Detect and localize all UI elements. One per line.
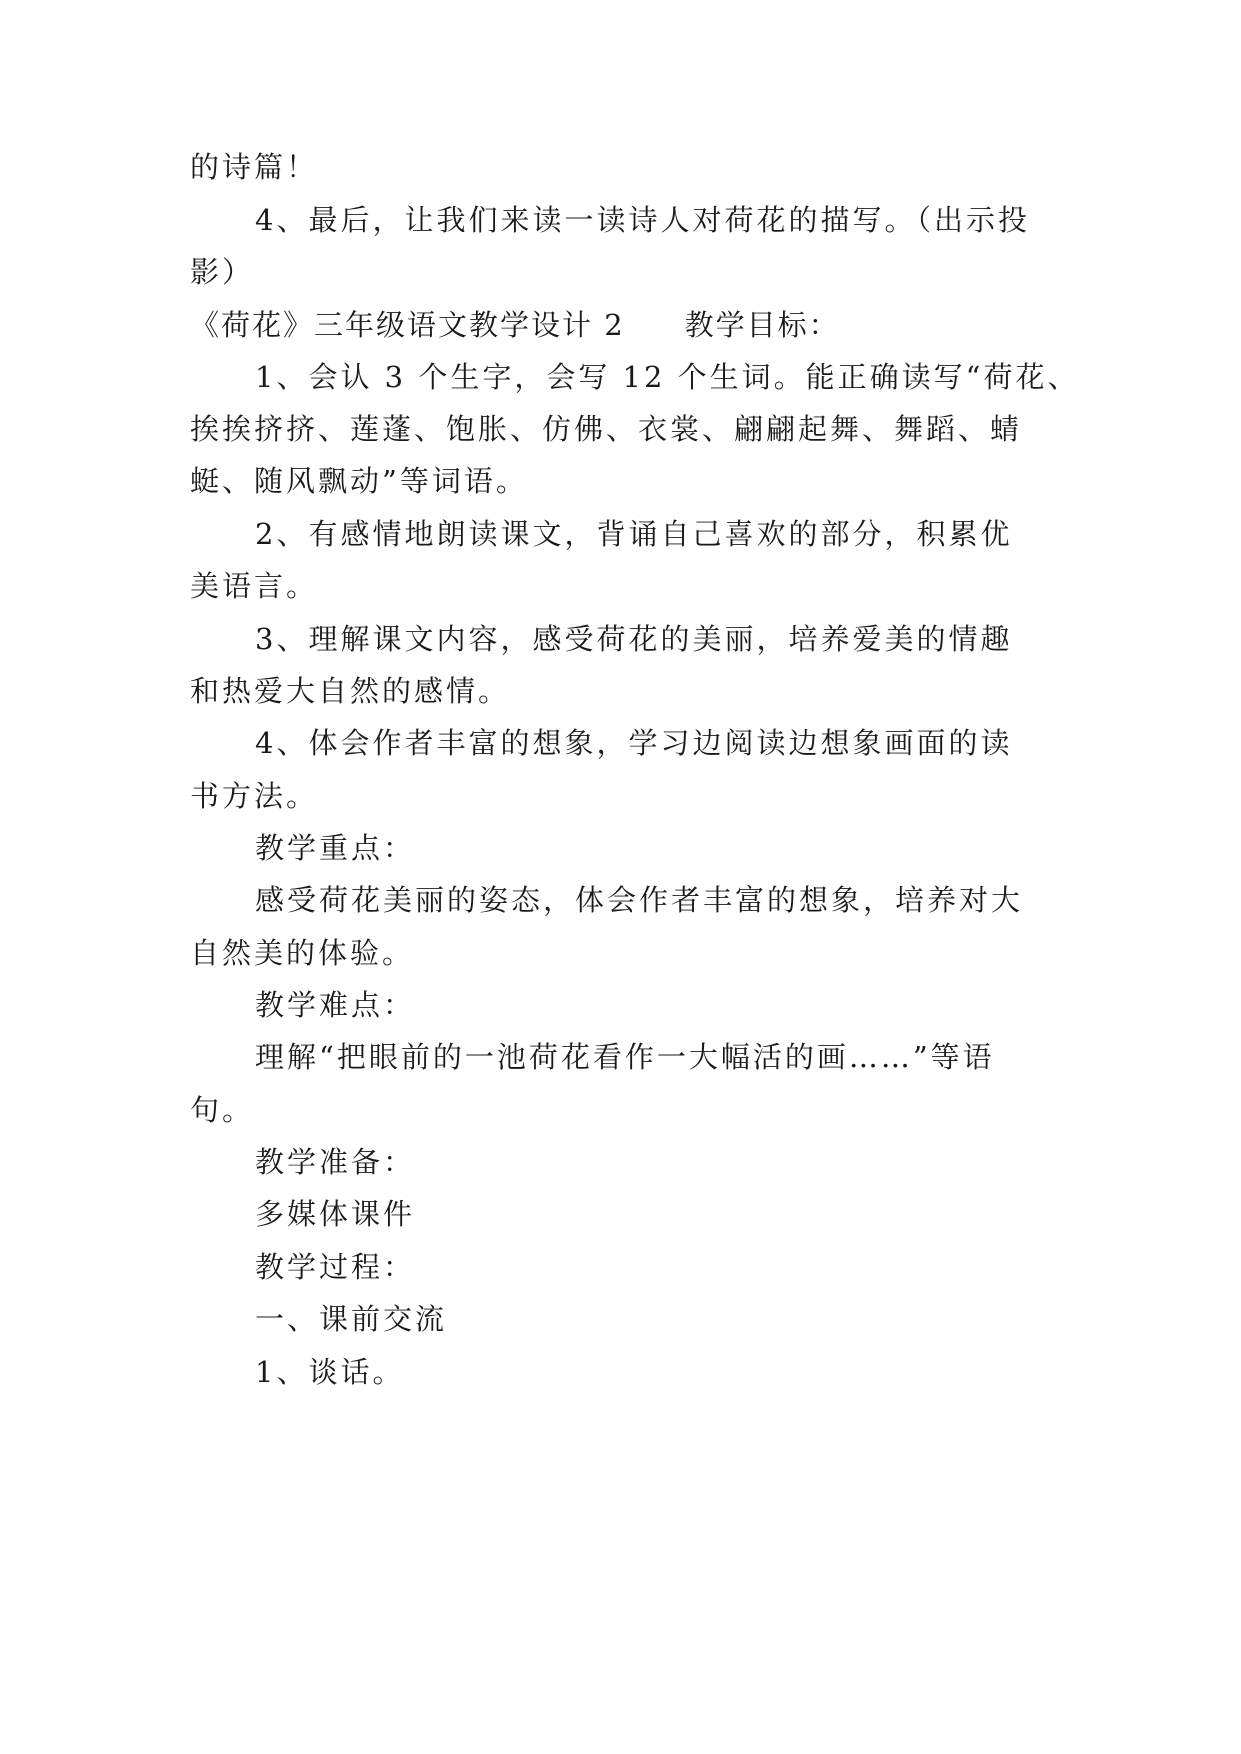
text-line: 2、有感情地朗读课文，背诵自己喜欢的部分，积累优 — [255, 517, 1013, 551]
text-line: 3、理解课文内容，感受荷花的美丽，培养爱美的情趣 — [255, 622, 1013, 656]
text-line: 自然美的体验。 — [190, 936, 415, 970]
text-line: 书方法。 — [190, 779, 319, 813]
text-line: 美语言。 — [190, 569, 319, 603]
text-line: 感受荷花美丽的姿态，体会作者丰富的想象，培养对大 — [255, 883, 1024, 917]
text-line: 多媒体课件 — [255, 1197, 416, 1231]
text-line: 的诗篇！ — [190, 150, 319, 184]
document-title: 《荷花》三年级语文教学设计 2 — [190, 308, 625, 342]
text-line: 4、体会作者丰富的想象，学习边阅读边想象画面的读 — [255, 726, 1013, 760]
text-line: 挨挨挤挤、莲蓬、饱胀、仿佛、衣裳、翩翩起舞、舞蹈、蜻 — [190, 412, 1023, 446]
section-heading: 教学重点： — [255, 831, 416, 865]
text-line: 理解“把眼前的一池荷花看作一大幅活的画……”等语 — [255, 1040, 995, 1074]
section-title — [190, 305, 1060, 345]
text-line: 1、谈话。 — [255, 1355, 405, 1389]
section-heading: 教学过程： — [255, 1250, 416, 1284]
text-line: 和热爱大自然的感情。 — [190, 674, 511, 708]
text-line: 句。 — [190, 1093, 255, 1127]
text-line: 影） — [190, 255, 255, 289]
section-heading: 教学难点： — [255, 988, 416, 1022]
section-heading: 教学目标： — [684, 308, 840, 342]
section-heading: 教学准备： — [255, 1145, 416, 1179]
text-line: 一、课前交流 — [255, 1302, 448, 1336]
text-line: 1、会认 3 个生字，会写 12 个生词。能正确读写“荷花、 — [255, 360, 1080, 394]
text-line: 蜓、随风飘动”等词语。 — [190, 464, 528, 498]
text-line: 4、最后，让我们来读一读诗人对荷花的描写。（出示投 — [255, 203, 1030, 237]
